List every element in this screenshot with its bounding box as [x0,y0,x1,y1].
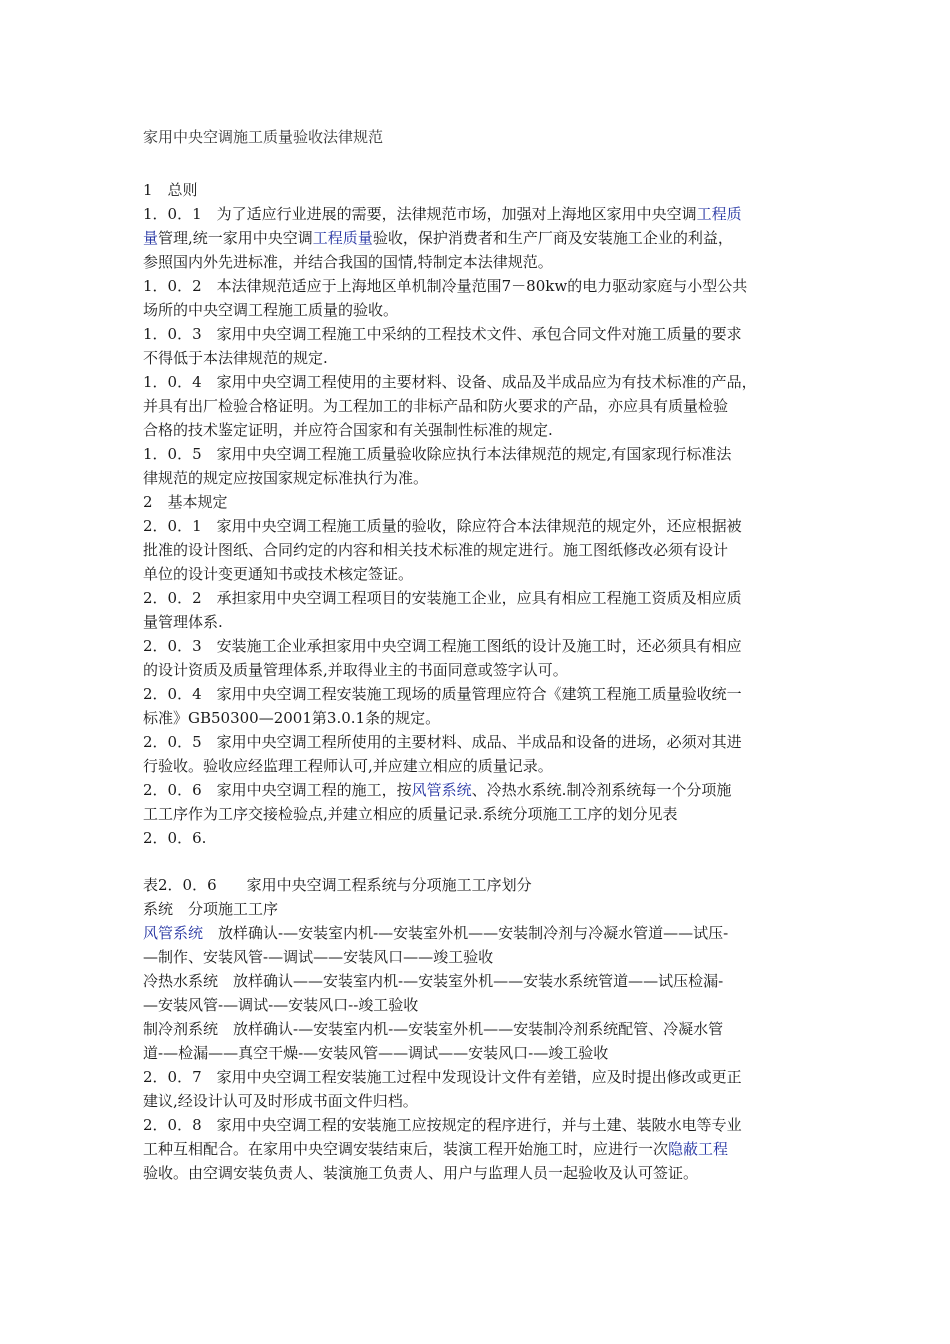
text-line [143,1113,813,1137]
text-segment: 2．0．5 家用中央空调工程所使用的主要材料、成品、半成品和设备的进场，必须对其进 [143,733,742,751]
text-line [143,1041,813,1065]
text-segment: 2．0．3 安装施工企业承担家用中央空调工程施工图纸的设计及施工时，还必须具有相应 [143,637,742,655]
text-segment: 1．0．3 家用中央空调工程施工中采纳的工程技术文件、承包合同文件对施工质量的要求 [143,325,742,343]
text-segment: 合格的技术鉴定证明，并应符合国家和有关强制性标准的规定. [143,421,553,439]
text-line [143,969,813,993]
text-line [143,370,813,394]
text-segment: 制冷剂系统 放样确认-—安装室内机-—安装室外机——安装制冷剂系统配管、冷凝水管 [143,1020,724,1038]
text-line [143,730,813,754]
text-segment: 2．0．2 承担家用中央空调工程项目的安装施工企业，应具有相应工程施工资质及相应质 [143,589,742,607]
text-line [143,1137,813,1161]
text-line [143,634,813,658]
text-line [143,490,813,514]
term-link[interactable]: 工程质 [696,205,742,223]
text-line [143,706,813,730]
text-line [143,945,813,969]
text-segment: 2．0．6. [143,829,207,847]
text-line [143,802,813,826]
text-line [143,178,813,202]
text-segment: 1．0．5 家用中央空调工程施工质量验收除应执行本法律规范的规定,有国家现行标准法 [143,445,732,463]
text-segment: 管理,统一家用中央空调 [158,229,313,247]
text-line [143,610,813,634]
text-segment: 参照国内外先进标准，并结合我国的国情,特制定本法律规范。 [143,253,553,271]
term-link[interactable]: 风管系统 [143,924,204,942]
text-segment: 标准》GB50300—2001第3.0.1条的规定。 [143,709,441,727]
text-segment: 工工序作为工序交接检验点,并建立相应的质量记录.系统分项施工工序的划分见表 [143,805,678,823]
text-segment: 放样确认-—安装室内机-—安装室外机——安装制冷剂与冷凝水管道——试压- [203,924,729,942]
text-segment: 1．0．2 本法律规范适应于上海地区单机制冷量范围7－80kw的电力驱动家庭与小型公共 [143,277,748,295]
text-line [143,322,813,346]
text-line [143,274,813,298]
term-link[interactable]: 风管系统 [411,781,472,799]
text-line [143,993,813,1017]
text-line [143,226,813,250]
text-segment: 行验收。验收应经监理工程师认可,并应建立相应的质量记录。 [143,757,553,775]
text-line [143,250,813,274]
text-line [143,921,813,945]
text-line [143,586,813,610]
text-segment: 2．0．6 家用中央空调工程的施工，按 [143,781,412,799]
text-segment: —安装风管-—调试-—安装风口--竣工验收 [143,996,419,1014]
text-line [143,442,813,466]
text-line [143,514,813,538]
text-line [143,1065,813,1089]
text-segment: 建议,经设计认可及时形成书面文件归档。 [143,1092,418,1110]
term-link[interactable]: 工程质量 [312,229,373,247]
text-segment: 场所的中央空调工程施工质量的验收。 [143,301,399,319]
text-line [143,394,813,418]
text-line [143,1161,813,1185]
text-segment: 2．0．4 家用中央空调工程安装施工现场的质量管理应符合《建筑工程施工质量验收统一 [143,685,742,703]
text-line [143,346,813,370]
document-title: 家用中央空调施工质量验收法律规范 [143,128,384,146]
text-segment: 1 总则 [143,181,198,199]
text-segment: 2．0．8 家用中央空调工程的安装施工应按规定的程序进行，并与土建、装陂水电等专业 [143,1116,742,1134]
text-line [143,202,813,226]
text-segment: 验收。由空调安装负责人、装演施工负责人、用户与监理人员一起验收及认可签证。 [143,1164,699,1182]
text-line [143,418,813,442]
text-segment: 、冷热水系统.制冷剂系统每一个分项施 [471,781,732,799]
text-segment: 2．0．1 家用中央空调工程施工质量的验收，除应符合本法律规范的规定外，还应根据被 [143,517,742,535]
text-segment: 律规范的规定应按国家规定标准执行为准。 [143,469,429,487]
text-segment: 2．0．7 家用中央空调工程安装施工过程中发现设计文件有差错，应及时提出修改或更正 [143,1068,742,1086]
term-link[interactable]: 量 [143,229,159,247]
text-segment: 系统 分项施工工序 [143,900,279,918]
text-segment: 并具有出厂检验合格证明。为工程加工的非标产品和防火要求的产品，亦应具有质量检验 [143,397,729,415]
text-segment: 量管理体系. [143,613,223,631]
term-link[interactable]: 隐蔽工程 [668,1140,729,1158]
text-line [143,778,813,802]
text-line [143,298,813,322]
text-segment: —制作、安装风管-—调试——安装风口——竣工验收 [143,948,494,966]
text-line [143,466,813,490]
text-line [143,873,813,897]
text-segment: 1．0．4 家用中央空调工程使用的主要材料、设备、成品及半成品应为有技术标准的产品， [143,373,757,391]
text-segment: 单位的设计变更通知书或技术核定签证。 [143,565,414,583]
text-line [143,1089,813,1113]
document-text [143,178,813,1185]
text-segment: 的设计资质及质量管理体系,并取得业主的书面同意或签字认可。 [143,661,568,679]
text-line [143,562,813,586]
text-line [143,1017,813,1041]
text-line [143,658,813,682]
text-segment: 冷热水系统 放样确认——安装室内机-—安装室外机——安装水系统管道——试压检漏- [143,972,724,990]
text-segment: 表2．0．6 家用中央空调工程系统与分项施工工序划分 [143,876,532,894]
text-line [143,897,813,921]
text-line [143,682,813,706]
text-segment: 批准的设计图纸、合同约定的内容和相关技术标准的规定进行。施工图纸修改必须有设计 [143,541,729,559]
text-segment: 验收，保护消费者和生产厂商及安装施工企业的利益， [372,229,733,247]
text-line [143,538,813,562]
text-segment: 道-—检漏——真空干燥-—安装风管——调试——安装风口-—竣工验收 [143,1044,609,1062]
blank-line [143,850,813,873]
text-segment: 1．0．1 为了适应行业进展的需要，法律规范市场，加强对上海地区家用中央空调 [143,205,697,223]
text-segment: 不得低于本法律规范的规定. [143,349,328,367]
text-line [143,826,813,850]
document-body [143,125,813,1185]
text-line [143,754,813,778]
text-segment: 工种互相配合。在家用中央空调安装结束后，装演工程开始施工时，应进行一次 [143,1140,669,1158]
text-segment: 2 基本规定 [143,493,228,511]
